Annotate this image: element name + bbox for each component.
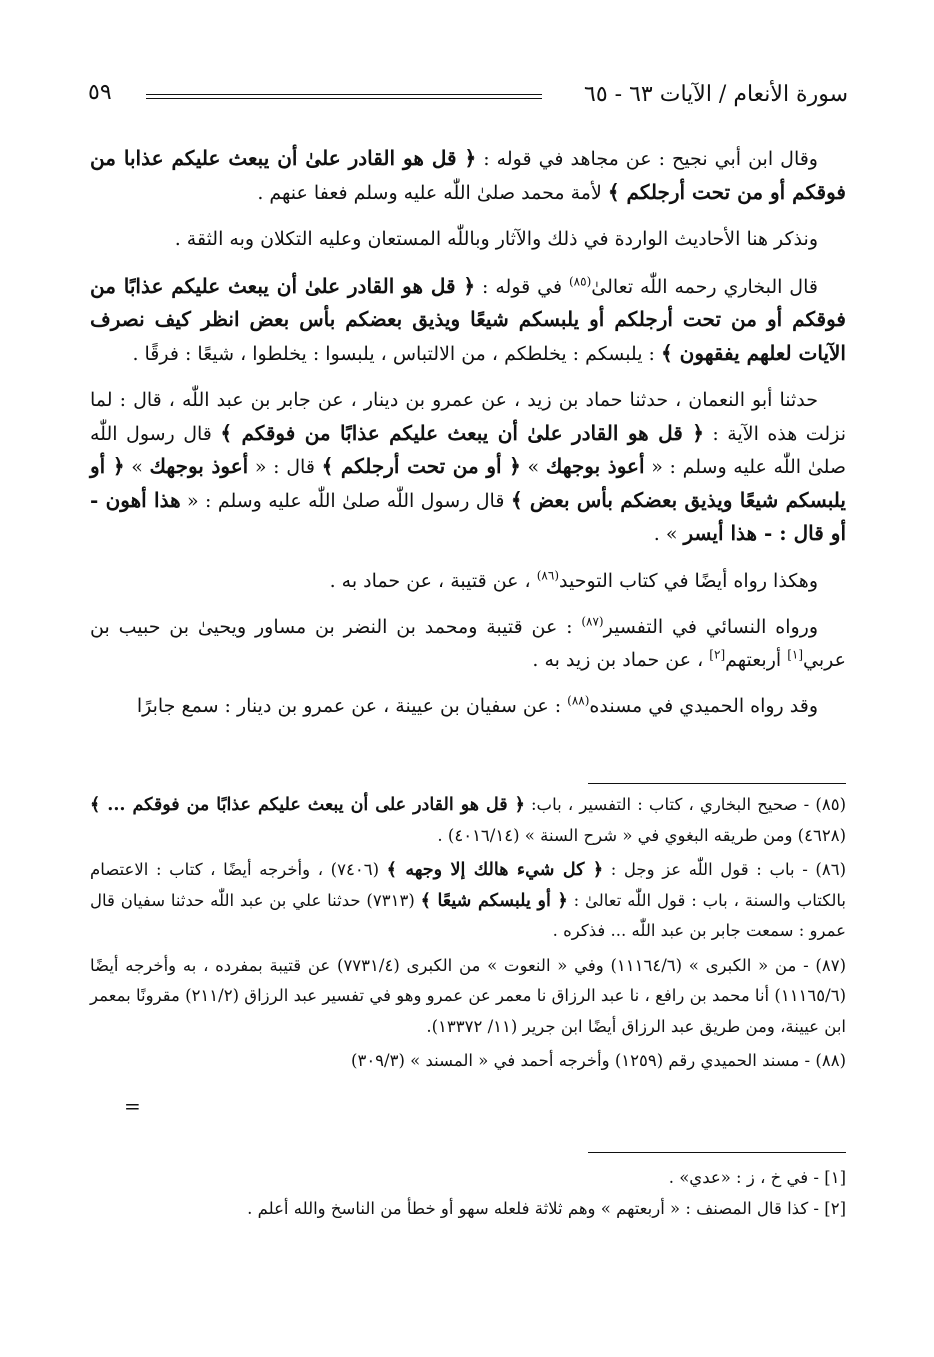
quran-quote: ﴿ أو من تحت أرجلكم ﴾: [321, 454, 521, 478]
quran-quote: ﴿ قل هو القادر علىٰ أن يبعث عليكم عذابًا من فوقكم ﴾: [220, 420, 704, 445]
quran-quote: ﴿ أو يلبسكم شيعًا ويذيق بعضكم بأس بعض ﴾: [90, 454, 846, 512]
text-run: قال رسول اللّٰه صلىٰ اللّٰه عليه وسلم : «: [180, 489, 511, 512]
text-run: (٤٦٢٨) ومن طريقه البغوي في « شرح السنة » (٤٠١٦/١٤) .: [437, 825, 846, 845]
paragraph-hadith-jabir: [90, 384, 846, 551]
text-run: (٧٣١٣) حدثنا علي بن عبد اللّٰه حدثنا سفيان قال عمرو : سمعت جابر بن عبد اللّٰه ... فذكره .: [90, 890, 846, 940]
editor-note-2: [٢] - كذا قال المصنف : « أربعتهم » وهم ثلاثة فلعله سهو أو خطأ من الناسخ والله أعلم .: [247, 1199, 846, 1218]
hadith-quote: أعوذ بوجهك: [149, 454, 249, 478]
text-run: »: [124, 456, 150, 478]
editor-note-1: [١] - في خ ، ز : «عدي» .: [668, 1168, 846, 1187]
footnote-ref: (٨٧): [581, 614, 604, 629]
text-run: حدثنا أبو النعمان ، حدثنا حماد بن زيد ، عن عمرو بن دينار ، عن جابر بن عبد اللّٰه ، قال : لما نزلت هذه الآية :: [90, 389, 846, 445]
text-run: أربعتهم: [725, 648, 788, 671]
footnote-ref: (٨٨): [567, 693, 590, 708]
page-header: [88, 82, 848, 116]
footnote-86: [90, 855, 846, 947]
text-run: في قوله :: [475, 275, 569, 298]
text-run: ، عن قتيبة ، عن حماد به .: [329, 569, 537, 592]
paragraph-tawhid: [90, 565, 846, 598]
hadith-quote: هذا أهون - أو قال : - هذا أيسر: [90, 487, 846, 545]
footnote-88: (٨٨) - مسند الحميدي رقم (١٢٥٩) وأخرجه أحمد في « المسند » (٣٠٩/٣): [351, 1051, 846, 1070]
text-run: : عن سفيان بن عيينة ، عن عمرو بن دينار : سمع جابرًا: [136, 695, 568, 717]
paragraph-mujahid: [90, 142, 846, 209]
footnote-ref: (٨٦): [536, 568, 559, 583]
text-run: لأمة محمد صلىٰ اللّٰه عليه وسلم فعفا عنهم .: [257, 181, 608, 204]
header-rule: [146, 94, 542, 99]
continuation-mark: =: [124, 1094, 141, 1118]
paragraph-nasai: [90, 611, 846, 676]
text-run: (٨٦) - باب : قول اللّٰه عز وجل :: [603, 860, 847, 879]
editor-note-ref: [٢]: [709, 647, 726, 662]
quran-quote: ﴿ أو يلبسكم شيعًا ﴾: [420, 890, 568, 911]
paragraph-intro-hadith: [90, 223, 846, 256]
text-run: : يلبسكم : يخلطكم ، من الالتباس ، يلبسوا : يخلطوا ، شيعًا : فرقًا .: [132, 342, 661, 365]
text-run: : عن قتيبة ومحمد بن النضر بن مساور ويحيىٰ بن حبيب بن عربي: [90, 616, 846, 671]
footnote-ref: (٨٥): [568, 274, 592, 289]
paragraph-bukhari: [90, 270, 846, 371]
paragraph-humaydi: [90, 690, 846, 723]
quran-quote: ﴿ قل هو القادر على أن يبعث عليكم عذابًا من فوقكم ... ﴾: [90, 795, 525, 815]
editor-notes: [90, 1162, 846, 1224]
editor-note-ref: [١]: [787, 647, 804, 662]
text-run: ، عن حماد بن زيد به .: [532, 648, 710, 671]
text-run: قال : «: [248, 456, 322, 478]
footnote-separator: [588, 783, 846, 784]
text-run: » .: [653, 523, 684, 545]
text-run: قال رسول اللّٰه صلىٰ اللّٰه عليه وسلم : «: [90, 422, 846, 478]
text-run: وقد رواه الحميدي في مسنده: [589, 695, 818, 717]
editor-notes-separator: [588, 1152, 846, 1153]
page-number: ٥٩: [88, 80, 112, 105]
running-title: سورة الأنعام / الآيات ٦٣ - ٦٥: [584, 82, 848, 107]
text-run: »: [520, 456, 546, 478]
footnote-87: (٨٧) - من « الكبرى » (١١١٦٤/٦) وفي « النعوت » من الكبرى (٧٧٣١/٤) عن قتيبة بمفرده ، به وأخرجه أيضًا (١١١٦٥/٦) أنا محمد بن رافع ، نا عبد الرزاق نا معمر عن عمرو وهو في تفسير عبد الرزاق (٢١١/٢) مقرونًا بمعمر ابن عيينة، ومن طريق عبد الرزاق أيضًا ابن جرير (١١/ ١٣٣٧٢).: [90, 955, 846, 1036]
text-run: (٨٥) - صحيح البخاري ، كتاب : التفسير ، باب:: [524, 795, 846, 814]
footnotes: [90, 790, 846, 1081]
quran-quote: ﴿ قل هو القادر علىٰ أن يبعث عليكم عذابا من فوقكم أو من تحت أرجلكم ﴾: [90, 146, 846, 204]
text-run: وقال ابن أبي نجيح : عن مجاهد في قوله :: [476, 148, 818, 170]
text-run: قال البخاري رحمه اللّٰه تعالىٰ: [591, 275, 818, 298]
text-run: ونذكر هنا الأحاديث الواردة في ذلك والآثار وباللّٰه المستعان وعليه التكلان وبه الثقة .: [174, 228, 818, 250]
text-run: (٧٤٠٦) ، وأخرجه أيضًا ، كتاب : الاعتصام بالكتاب والسنة ، باب : قول اللّٰه تعالىٰ :: [90, 860, 846, 910]
hadith-quote: أعوذ بوجهك: [545, 454, 645, 478]
text-run: ورواه النسائي في التفسير: [603, 616, 819, 638]
footnote-85: [90, 790, 846, 851]
text-run: وهكذا رواه أيضًا في كتاب التوحيد: [559, 569, 818, 592]
quran-quote: ﴿ كل شيء هالك إلا وجهه ﴾: [386, 860, 604, 880]
quran-quote: ﴿ قل هو القادر علىٰ أن يبعث عليكم عذابًا من فوقكم أو من تحت أرجلكم أو يلبسكم شيعًا ويذيق بعضكم بأس بعض انظر كيف نصرف الآيات لعلهم يفقهون ﴾: [90, 273, 846, 365]
main-text: [90, 142, 846, 737]
